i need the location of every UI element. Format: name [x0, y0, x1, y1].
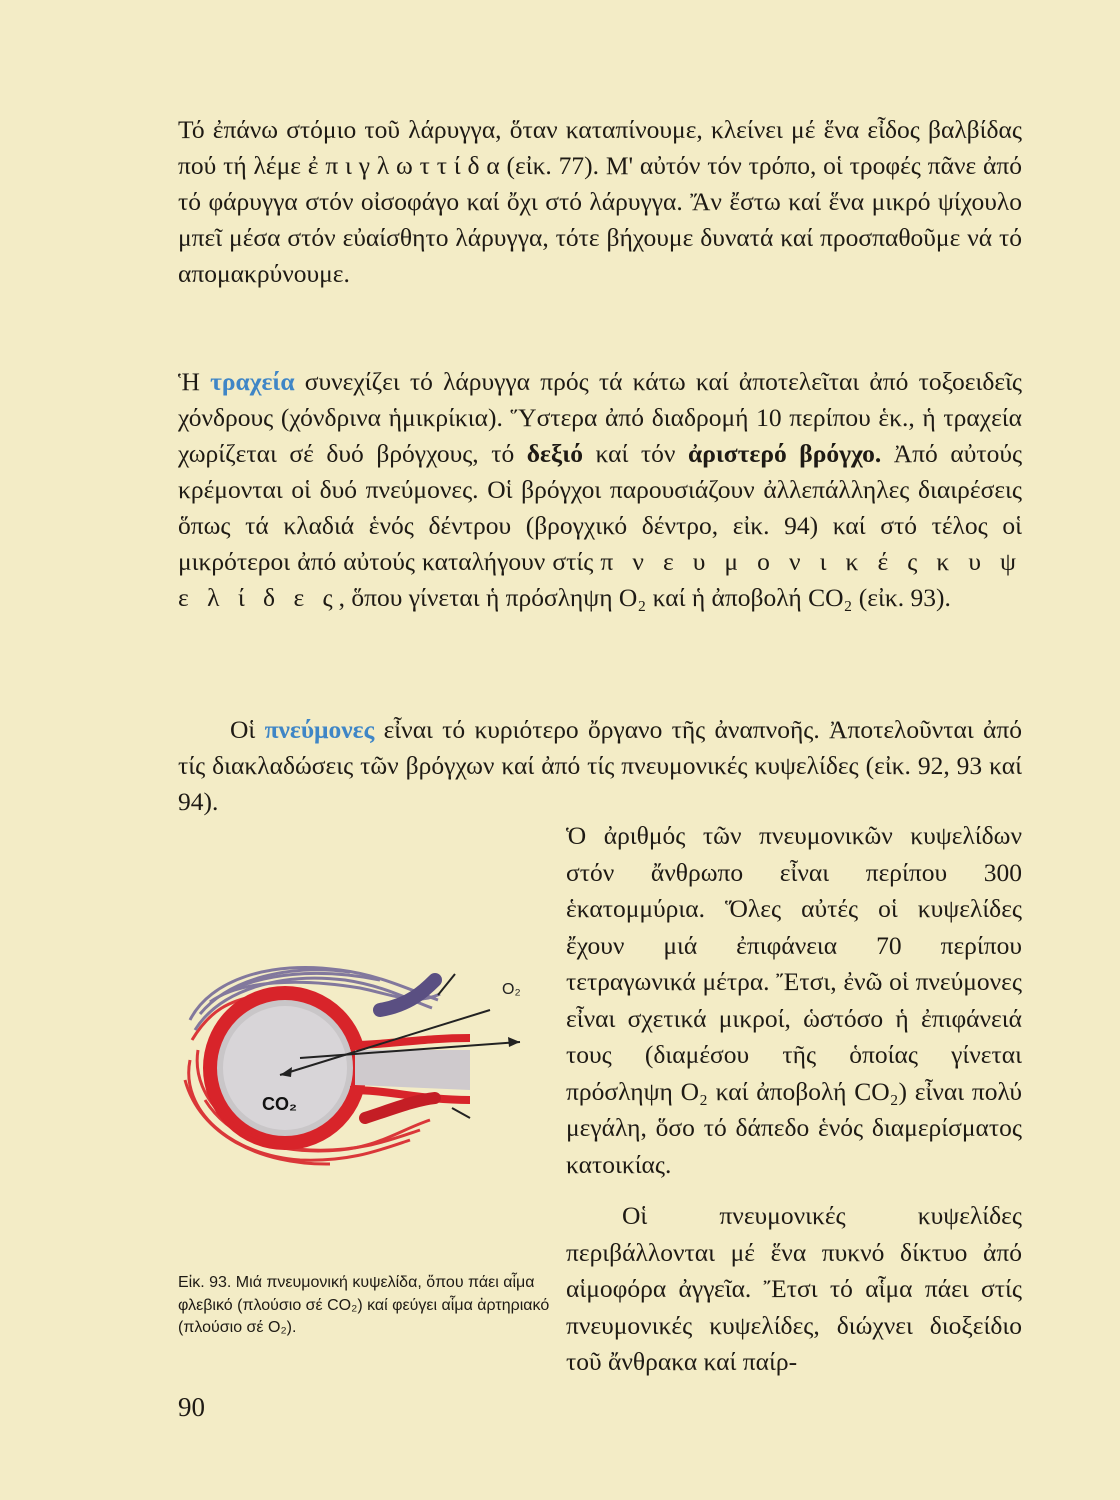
paragraph-epiglottis: Τό ἐπάνω στόμιο τοῦ λάρυγγα, ὅταν καταπίνουμε, κλείνει μέ ἕνα εἶδος βαλβίδας πού τή λέμε ἐ π ι γ λ ω τ τ ί δ α (εἰκ. 77). Μ' αὐτόν τόν τρόπο, οἱ τροφές πᾶνε ἀπό τό φάρυγγα στόν οἰσοφάγο καί ὄχι στό λάρυγγα. Ἄν ἔστω καί ἕνα μικρό ψίχουλο μπεῖ μέσα στόν εὐαίσθητο λάρυγγα, τότε βήχουμε δυνατά καί προσπαθοῦμε νά τό απομακρύνουμε.	[178, 115, 1022, 288]
paragraph-blood-vessels: Οἱ πνευμονικές κυψελίδες περιβάλλονται μέ ἕνα πυκνό δίκτυο ἀπό αἱμοφόρα ἀγγεῖα. Ἔτσι τό αἷμα πάει στίς πνευμονικές κυψελίδες, διώχνει διοξείδιο τοῦ ἄνθρακα καί παίρ-	[566, 1201, 1022, 1376]
p2-text-3: Ἀπό αὐτούς κρέμονται οἱ δυό πνεύμονες. Οἱ βρόγχοι παρουσιάζουν ἀλλεπάλληλες διαιρέσεις ὅπως τά κλαδιά ἑνός δέντρου (βρογχικό δέντρο, εἰκ. 94) καί στό τέλος οἱ μικρότεροι ἀπό αὐτούς καταλήγουν στίς	[178, 439, 1023, 576]
page-number: 90	[178, 1392, 205, 1422]
keyword-trachea: τραχεία	[210, 367, 295, 396]
figure-caption: Εἰκ. 93. Μιά πνευμονική κυψελίδα, ὅπου πάει αἷμα φλεβικό (πλούσιο σέ CO₂) καί φεύγει αἷμα ἀρτηριακό (πλούσιο σέ O₂).	[178, 1274, 550, 1336]
paragraph-lungs	[178, 712, 1022, 820]
artery-tube	[365, 1098, 435, 1118]
term-left-bronchus: ἀριστερό βρόγχο.	[688, 439, 882, 468]
o2-label: O₂	[502, 981, 521, 998]
keyword-lungs: πνεύμονες	[264, 715, 375, 744]
outflow-arrow	[452, 1108, 470, 1118]
p3-text: εἶναι τό κυριότερο ὄργανο τῆς ἀναπνοῆς. Ἀποτελοῦνται ἀπό τίς διακλαδώσεις τῶν βρόγχων καί ἀπό τίς πνευμονικές κυψελίδες (εἰκ. 92, 93 καί 94).	[178, 715, 1023, 816]
p2-text-1: συνεχίζει τό λάρυγγα πρός τά κάτω καί ἀποτελεῖται ἀπό τοξοειδεῖς χόνδρους (χόνδρινα ἡμικρίκια). Ὕστερα ἀπό διαδρομή 10 περίπου ἑκ., ἡ τραχεία χωρίζεται σέ δυό βρόγχους, τό	[178, 367, 1023, 468]
p2-text-4: , ὅπου γίνεται ἡ πρόσληψη O₂ καί ἡ ἀποβολή CO₂ (εἰκ. 93).	[338, 583, 951, 612]
paragraph-trachea	[178, 364, 1022, 616]
co2-label: CO₂	[262, 1094, 297, 1114]
p3-start: Οἱ	[230, 715, 256, 744]
term-right-bronchus: δεξιό	[526, 439, 583, 468]
paragraph-alveoli-count: Ὁ ἀριθμός τῶν πνευμονικῶν κυψελίδων στόν ἄνθρωπο εἶναι περίπου 300 ἑκατομμύρια. Ὅλες αὐτές οἱ κυψελίδες ἔχουν μιά ἐπιφάνεια 70 περίπου τετραγωνικά μέτρα. Ἔτσι, ἐνῶ οἱ πνεύμονες εἶναι σχετικά μικροί, ὡστόσο ἡ ἐπιφάνειά τους (διαμέσου τῆς ὁποίας γίνεται πρόσληψη O₂ καί ἀποβολή CO₂) εἶναι πολύ μεγάλη, ὅσο τό δάπεδο ἑνός διαμερίσματος κατοικίας.	[566, 821, 1022, 1179]
alveolus-figure	[170, 950, 550, 1170]
p2-text-2: καί τόν	[595, 439, 676, 468]
term-alveoli-spaced: π ν ε υ μ ο ν ι κ έ ς κ υ ψ ε λ ί δ ε ς	[178, 547, 1022, 612]
p2-start: Ἡ	[178, 367, 200, 396]
